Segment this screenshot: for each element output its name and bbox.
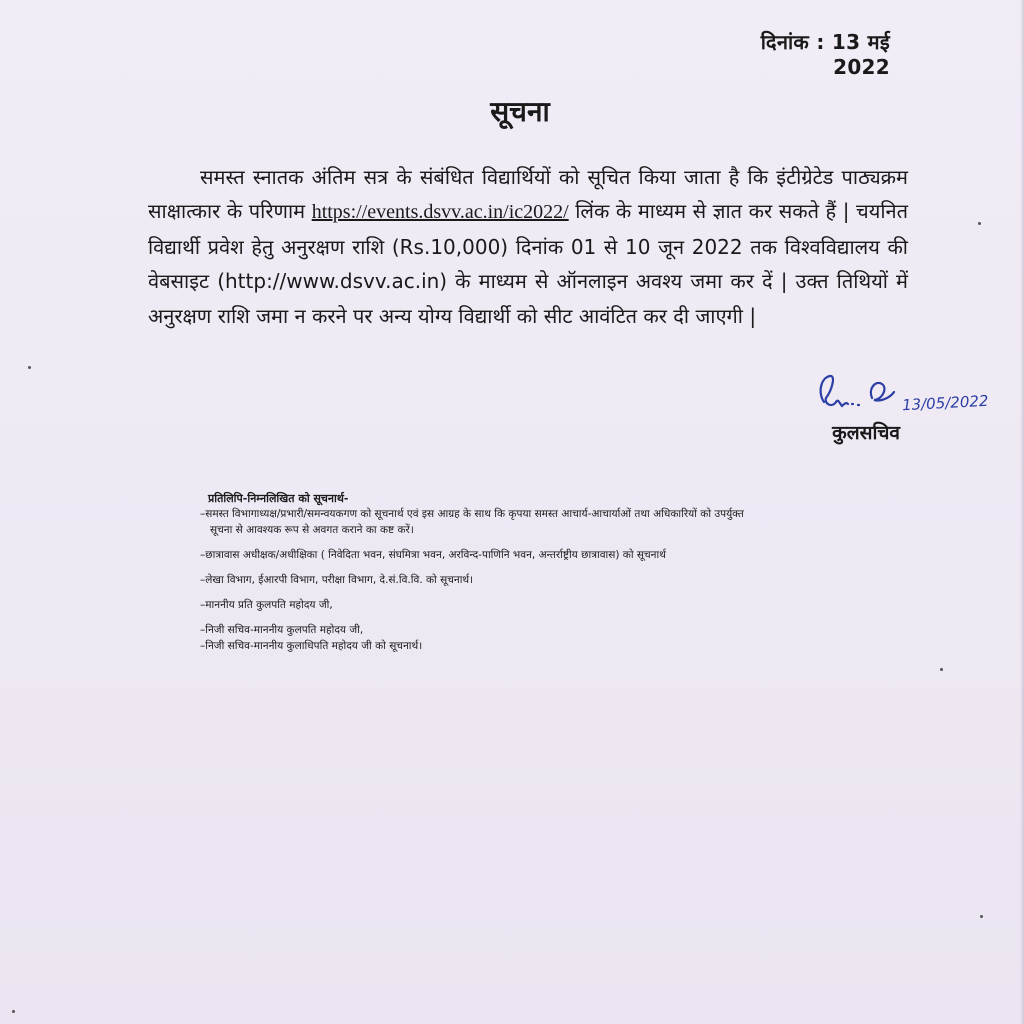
paper-speck xyxy=(28,366,31,369)
copy-to-heading: प्रतिलिपि-निम्नलिखित को सूचनार्थ- xyxy=(208,492,349,505)
paper-speck xyxy=(978,222,981,225)
copy-to-list xyxy=(200,506,900,654)
copy-to-item-line: –छात्रावास अधीक्षक/अधीक्षिका ( निवेदिता भवन, संघमित्रा भवन, अरविन्द-पाणिनि भवन, अन्तर्राष्ट्रीय छात्रावास) को सूचनार्थ xyxy=(200,549,666,561)
copy-to-item-line: –निजी सचिव-माननीय कुलाधिपति महोदय जी को सूचनार्थ। xyxy=(200,640,423,652)
copy-to-item xyxy=(200,506,900,538)
signatory-designation: कुलसचिव xyxy=(832,422,900,444)
copy-to-item xyxy=(200,572,900,588)
copy-to-item-line: –माननीय प्रति कुलपति महोदय जी, xyxy=(200,599,333,611)
paper-speck xyxy=(12,1010,15,1013)
notice-body xyxy=(148,160,908,333)
copy-to-item xyxy=(200,547,900,563)
notice-title: सूचना xyxy=(490,95,550,128)
copy-to-item xyxy=(200,597,900,613)
copy-to-item-line: –लेखा विभाग, ईआरपी विभाग, परीक्षा विभाग, दे.सं.वि.वि. को सूचनार्थ। xyxy=(200,574,474,586)
signature-date: 13/05/2022 xyxy=(901,391,989,415)
notice-date: दिनांक : 13 मई 2022 xyxy=(760,30,890,79)
copy-to-item xyxy=(200,638,900,654)
paper-speck xyxy=(940,668,943,671)
copy-to-item xyxy=(200,622,900,638)
copy-to-item-line: –निजी सचिव-माननीय कुलपति महोदय जी, xyxy=(200,624,364,636)
handwritten-signature xyxy=(810,368,900,420)
copy-to-item-line: –समस्त विभागाध्यक्ष/प्रभारी/समन्वयकगण को सूचनार्थ एवं इस आग्रह के साथ कि कृपया समस्त आचार्य-आचार्याओं तथा अधिकारियों को उपर्युक्त xyxy=(200,508,744,520)
paper-speck xyxy=(980,915,983,918)
results-link[interactable]: https://events.dsvv.ac.in/ic2022/ xyxy=(311,201,569,224)
notice-body-part-1: समस्त स्नातक अंतिम सत्र के संबंधित विद्यार्थियों को सूचित किया जाता है कि इंटीग्रेटेड पाठ्यक्रम साक्षात्कार के परिणाम xyxy=(148,165,908,224)
copy-to-item-line: सूचना से आवश्यक रूप से अवगत कराने का कष्ट करें। xyxy=(210,524,414,536)
paper-edge xyxy=(1020,0,1024,1024)
notice-body-part-2: लिंक के माध्यम से ज्ञात कर सकते हैं | चयनित विद्यार्थी प्रवेश हेतु अनुरक्षण राशि (Rs.10,000) दिनांक 01 से 10 जून 2022 तक विश्वविद्यालय की वेबसाइट (http://www.dsvv.ac.in) के माध्यम से ऑनलाइन अवश्य जमा कर दें | उक्त तिथियों में अनुरक्षण राशि जमा न करने पर अन्य योग्य विद्यार्थी को सीट आवंटित कर दी जाएगी | xyxy=(148,199,908,328)
